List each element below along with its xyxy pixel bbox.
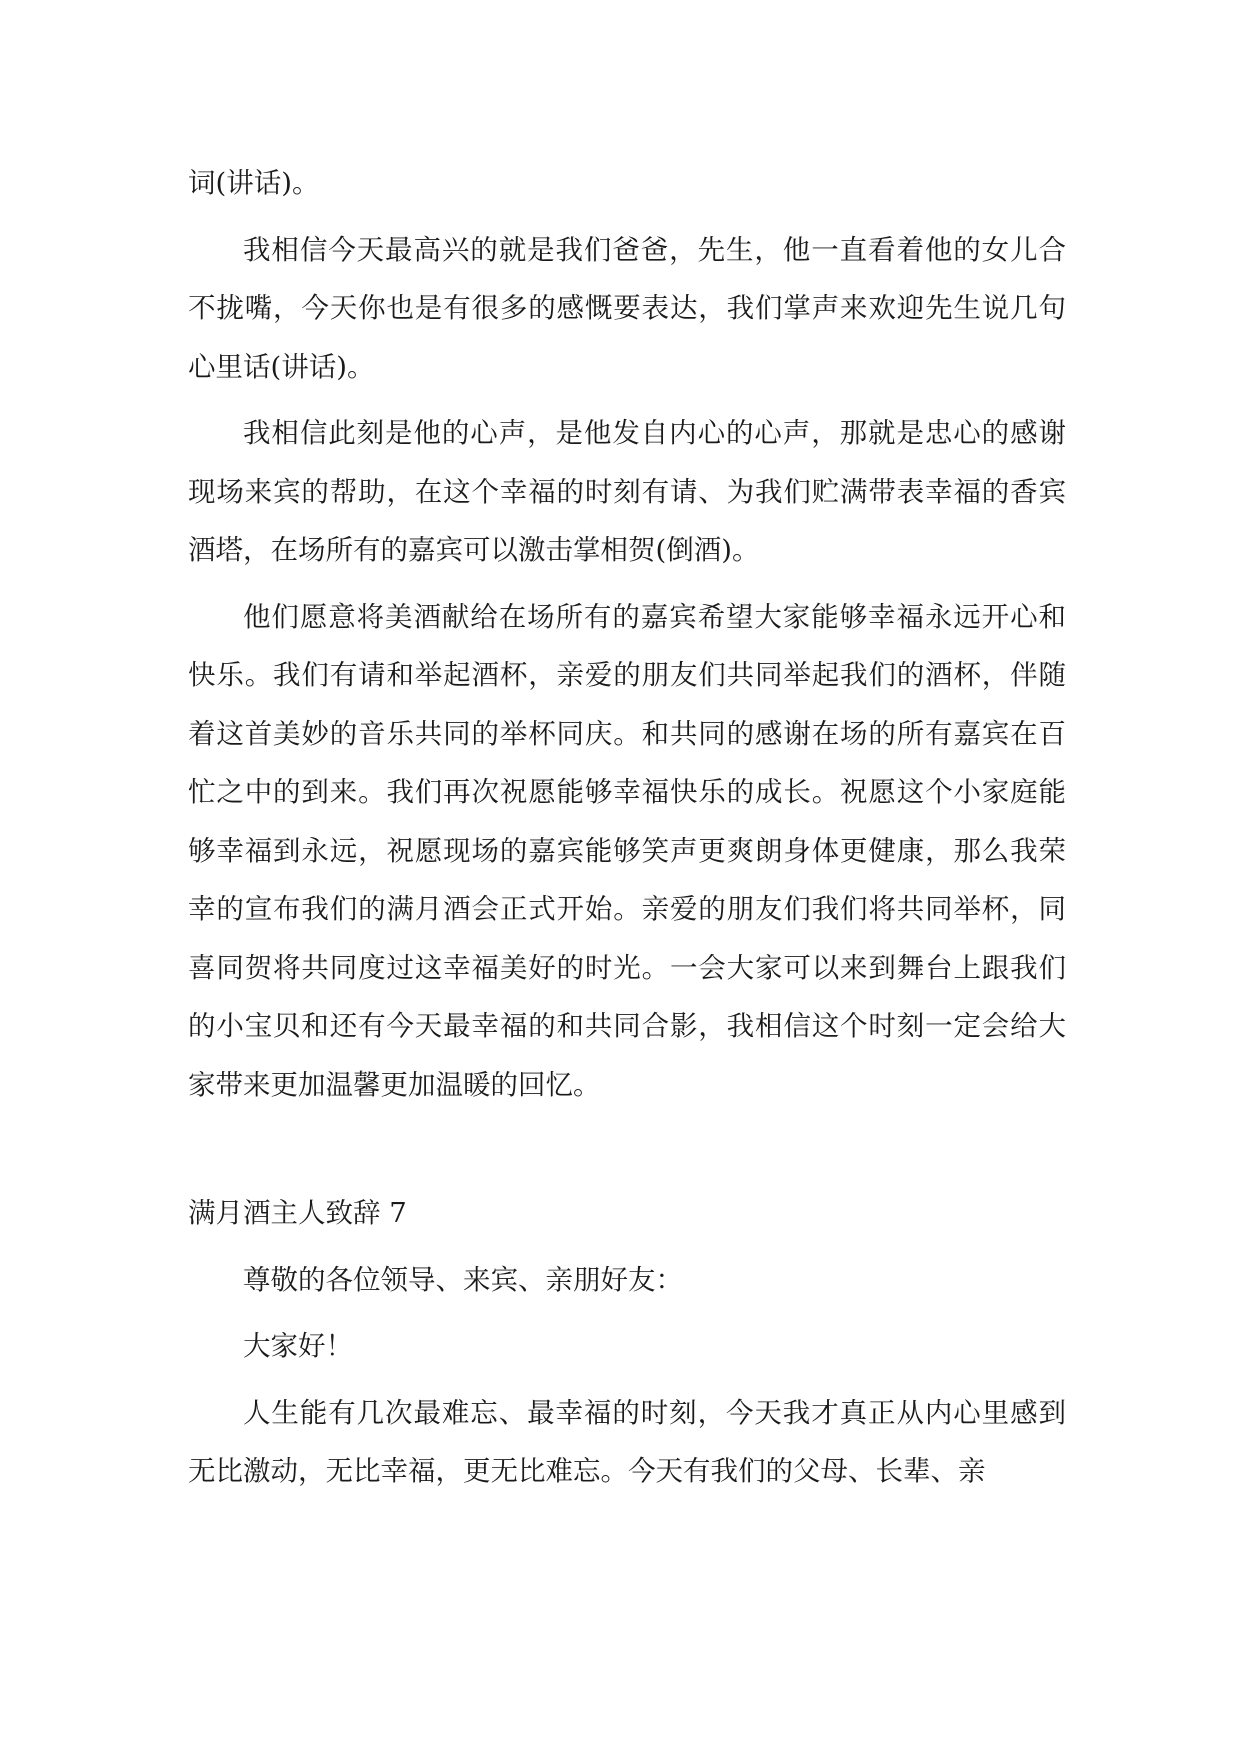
paragraph-salutation: 尊敬的各位领导、来宾、亲朋好友：	[243, 1263, 683, 1296]
paragraph-father-speech: 我相信今天最高兴的就是我们爸爸，先生，他一直看着他的女儿合不拢嘴，今天你也是有很多的感慨要表达，我们掌声来欢迎先生说几句心里话(讲话)。	[188, 233, 1066, 383]
paragraph-greeting: 大家好！	[243, 1330, 353, 1362]
paragraph-champagne-tower: 我相信此刻是他的心声，是他发自内心的心声，那就是忠心的感谢现场来宾的帮助，在这个幸福的时刻有请、为我们贮满带表幸福的香宾酒塔，在场所有的嘉宾可以激击掌相贺(倒酒)。	[188, 417, 1066, 566]
paragraph-continuation: 词(讲话)。	[188, 167, 320, 199]
paragraph-opening: 人生能有几次最难忘、最幸福的时刻，今天我才真正从内心里感到无比激动，无比幸福，更无比难忘。今天有我们的父母、长辈、亲	[188, 1396, 1066, 1487]
section-spacer	[188, 1122, 1066, 1184]
section-title: 满月酒主人致辞 7	[188, 1197, 407, 1229]
paragraph-toast: 他们愿意将美酒献给在场所有的嘉宾希望大家能够幸福永远开心和快乐。我们有请和举起酒杯，亲爱的朋友们共同举起我们的酒杯，伴随着这首美妙的音乐共同的举杯同庆。和共同的感谢在场的所有嘉宾在百忙之中的到来。我们再次祝愿能够幸福快乐的成长。祝愿这个小家庭能够幸福到永远，祝愿现场的嘉宾能够笑声更爽朗身体更健康，那么我荣幸的宣布我们的满月酒会正式开始。亲爱的朋友们我们将共同举杯，同喜同贺将共同度过这幸福美好的时光。一会大家可以来到舞台上跟我们的小宝贝和还有今天最幸福的和共同合影，我相信这个时刻一定会给大家带来更加温馨更加温暖的回忆。	[188, 600, 1066, 1101]
document-body	[188, 154, 1066, 1509]
